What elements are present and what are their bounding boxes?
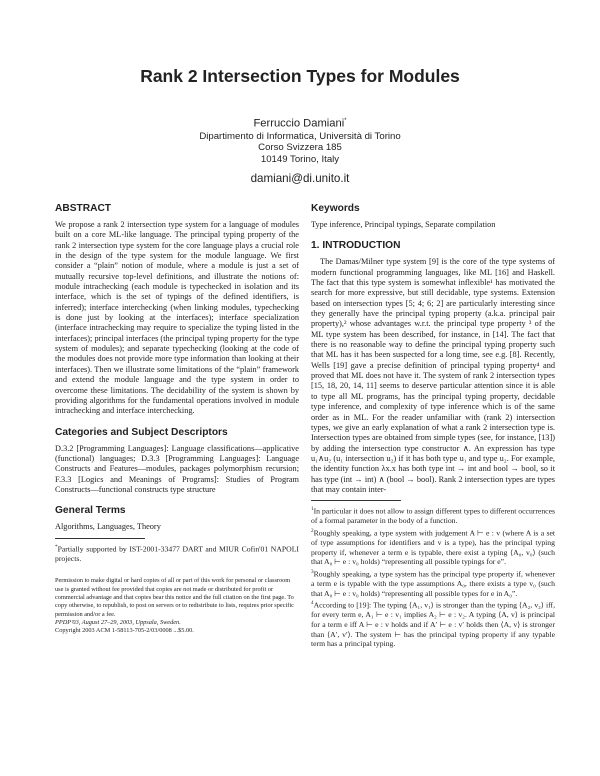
- footnote-1: $^1$In particular it does not allow to assign different types to different occurrences of a formal parameter in the body of a function.: [311, 506, 555, 526]
- author-city: 10149 Torino, Italy: [260, 154, 340, 166]
- footnote-separator: [55, 538, 145, 539]
- categories-heading: Categories and Subject Descriptors: [55, 426, 228, 438]
- general-terms-text: Algorithms, Languages, Theory: [55, 522, 161, 532]
- left-column: [55, 203, 299, 635]
- support-footnote: *Partially supported by IST-2001-33477 DART and MIUR Cofin'01 NAPOLI projects.: [55, 543, 299, 563]
- permission-text: Permission to make digital or hard copies of all or part of this work for personal or classroom use is granted without fee provided that copies are not made or distributed for profit or commercial advantage and that copies bear this notice and the full citation on the first page. To copy otherwise, to republish, to post on servers or to redistribute to lists, requires prior specific permission and/or a fee.: [55, 577, 294, 618]
- keywords-text: Type inference, Principal typings, Separate compilation: [311, 220, 496, 229]
- abstract-heading: ABSTRACT: [55, 203, 112, 214]
- categories-text: D.3.2 [Programming Languages]: Language classifications—applicative (functional) languages; D.3.3 [Programming Languages]: Language Constructs and Features—modules, packages polymorphism recursion; F.3.3 [Logics and Meanings of Programs]: Studies of Program Constructs—functional constructs type structure: [55, 443, 299, 494]
- author-email[interactable]: damiani@di.unito.it: [250, 171, 350, 185]
- abstract-text: We propose a rank 2 intersection type system for a language of modules built on a core ML-like language. The principal typing property of the rank 2 intersection type system for the core language plays a crucial role in the design of the type system for the module language. We first consider a “plain” notion of module, where a module is just a set of mutually recursive top-level definitions, and illustrate the notions of: module intrachecking (each module is typechecked in isolation and its interface, which is the set of typings of the defined identifiers, is inferred); interface interchecking (when linking modules, typechecking is done just by looking at the interfaces); interface specialization (interface intrachecking may require to specialize the typing listed in the interfaces); principal interfaces (the principal typing property for the type system of modules); and separate typechecking (looking at the code of the modules does not provide more type information than looking at their interfaces). Then we illustrate some limitations of the “plain” framework and extend the module language and the type system in order to overcome these limitations. The decidability of the system is shown by providing algorithms for the fundamental operations involved in module intrachecking and interface interchecking.: [55, 220, 299, 416]
- author-street: Corso Svizzera 185: [258, 142, 342, 154]
- author-affiliation: Dipartimento di Informatica, Università di Torino: [199, 130, 401, 142]
- author-footnote-mark: *: [344, 118, 347, 124]
- copyright-line: Copyright 2003 ACM 1-58113-705-2/03/0008 ...$5.00.: [55, 627, 194, 635]
- introduction-text: The Damas/Milner type system [9] is the core of the type systems of modern functional programming languages, like ML [16] and Haskell. The fact that this type system is somewhat inflexible¹ has motivated the search for more expressive, but still decidable, type systems. Extension based on intersection types [5; 4; 6; 2] are particularly interesting since they generally have the principal typing property (a.k.a. principal pair property),² whose advantages w.r.t. the principal type property ³ of the ML type system has been described, for instance, in [14]. The fact that there is no reasonable way to define the principal typing property such that ML has it has been suspected for a long time, see e.g. [8]. Recently, Wells [19] gave a precise definition of principal typing property⁴ and proved that ML does not have it. The system of rank 2 intersection types [15, 18, 20, 14, 11] seems to deserve particular attention since it is able to type all ML programs, has the principal typing property, decidable type inference, and complexity of type inference which is of the same order as in ML. For the reader unfamiliar with (rank 2) intersection types, we give an early explanation of what a rank 2 intersection type is. Intersection types are obtained from simple types (see, for instance, [13]) by adding the intersection type constructor ∧. An expression has type u₁∧u₂ (u₁ intersection u₂) if it has both type u₁ and type u₂. For example, the identity function λx.x has both type int → int and bool → bool, so it has type (int → int) ∧ (bool → bool). Rank 2 intersection types are types that may contain inter-: [311, 257, 555, 494]
- venue-line: PPDP'03, August 27–29, 2003, Uppsala, Sweden.: [55, 618, 181, 626]
- footnote-2: $^2$Roughly speaking, a type system with judgement A ⊢ e : v (where A is a set of type assumptions for identifiers and v is a type), has the principal typing property if, whenever a term e is typable, there exist a typing ⟨A₀, v₀⟩ (such that A₀ ⊢ e : v₀ holds) “representing all possible typings for e”.: [311, 528, 555, 567]
- introduction-heading: 1. INTRODUCTION: [311, 240, 401, 252]
- permission-notice: [55, 577, 299, 635]
- general-terms-heading: General Terms: [55, 505, 126, 517]
- footnote-4: $^4$According to [19]: The typing ⟨A₁, v₁⟩ is stronger than the typing ⟨A₂, v₂⟩ iff, for every term e, A₁ ⊢ e : v₁ implies A₂ ⊢ e : v₂. A typing ⟨A, v⟩ is principal for a term e iff A ⊢ e : v holds and if A′ ⊢ e : v′ holds then ⟨A, v⟩ is stronger than ⟨A′, v′⟩. The system ⊢ has the principal typing property if any typable term has a principal typing.: [311, 600, 555, 649]
- footnote-3: $^3$Roughly speaking, a type system has the principal type property if, whenever a term e is typable with the type assumptions A₀, there exists a type v₀ (such that A₀ ⊢ e : v₀ holds) “representing all possible types for e in A₀”.: [311, 568, 555, 598]
- author-block: [0, 116, 600, 185]
- footnote-separator-right: [311, 500, 401, 501]
- keywords-heading: Keywords: [311, 203, 360, 214]
- paper-title: Rank 2 Intersection Types for Modules: [140, 66, 460, 86]
- author-name: Ferruccio Damiani*: [253, 117, 347, 130]
- right-column: [311, 203, 555, 650]
